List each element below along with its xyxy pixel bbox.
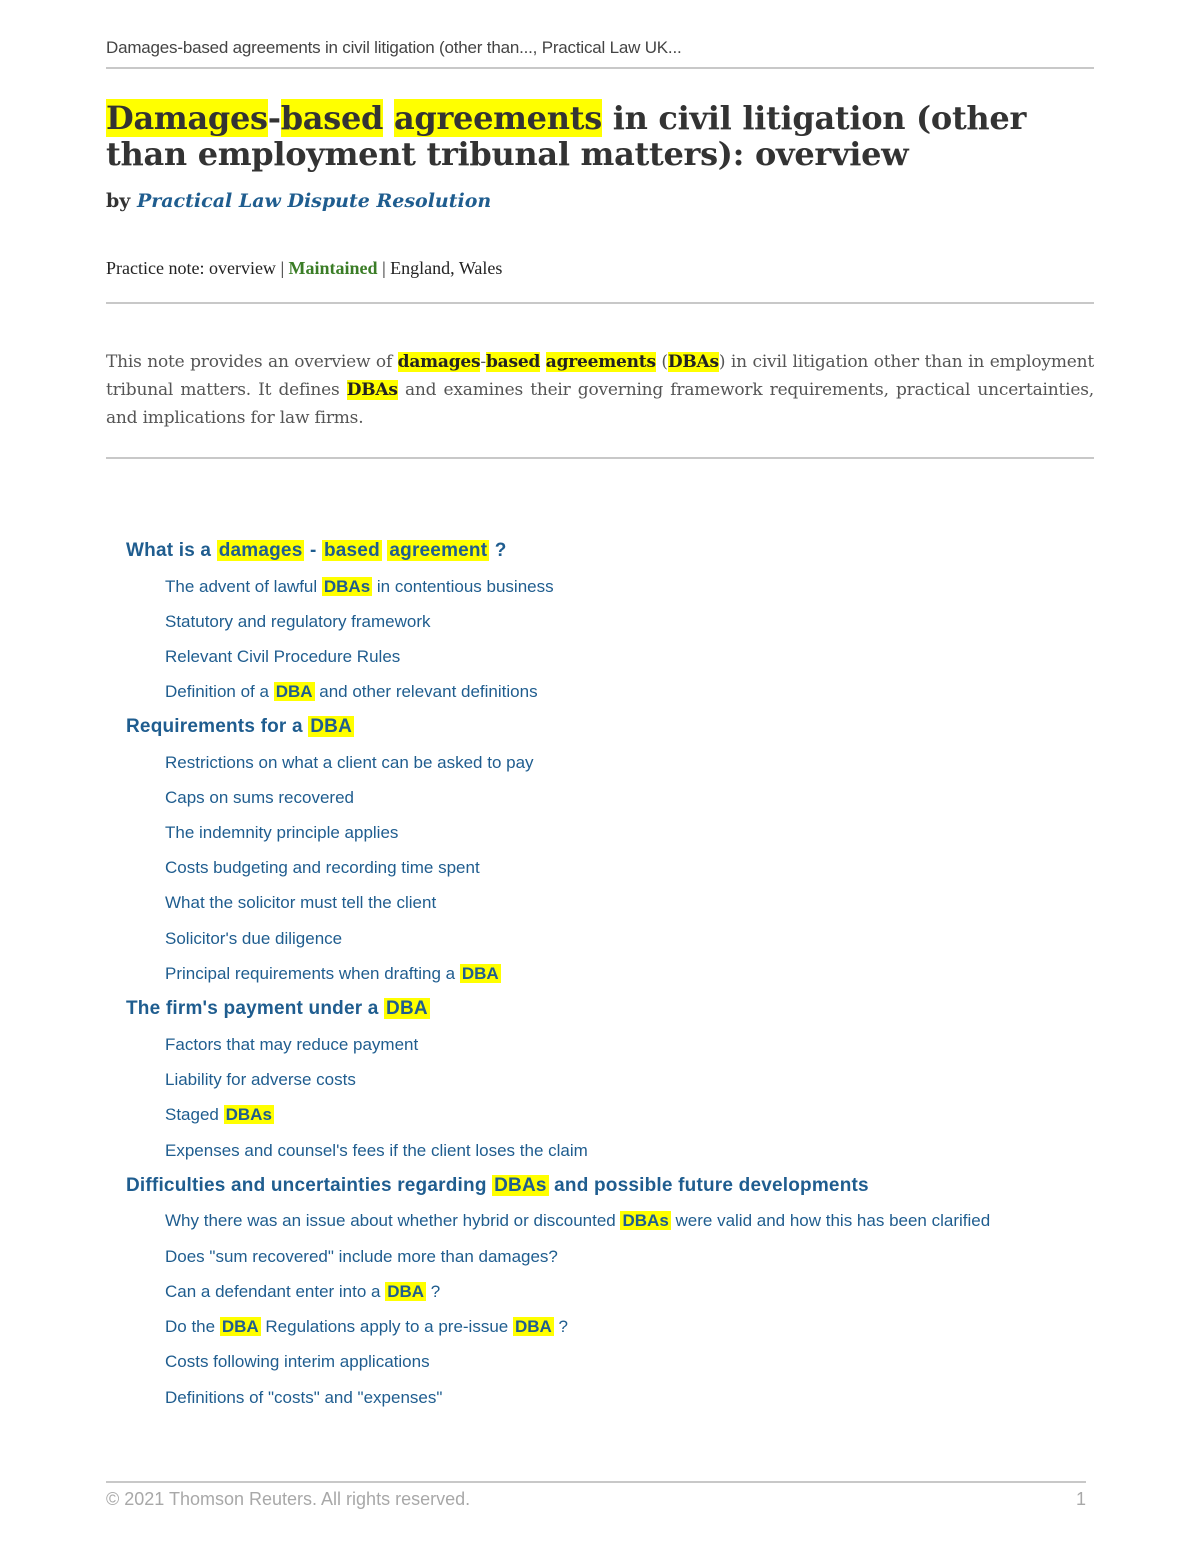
title-highlight-agreements: agreements	[393, 99, 602, 137]
title-highlight-based: based	[280, 99, 384, 137]
toc-link-tell-client[interactable]: What the solicitor must tell the client	[165, 893, 437, 912]
footer-divider	[106, 1481, 1086, 1483]
toc-link-adverse-costs[interactable]: Liability for adverse costs	[165, 1070, 356, 1089]
toc-link-restrictions[interactable]: Restrictions on what a client can be asked to pay	[165, 753, 534, 772]
toc-link-sum-recovered[interactable]: Does "sum recovered" include more than damages?	[165, 1247, 558, 1266]
toc-link-caps[interactable]: Caps on sums recovered	[165, 788, 354, 807]
toc-link-indemnity-principle[interactable]: The indemnity principle applies	[165, 823, 399, 842]
byline: by Practical Law Dispute Resolution	[106, 190, 492, 212]
jurisdiction: England, Wales	[390, 258, 503, 278]
toc-link-hybrid-dbas[interactable]: Why there was an issue about whether hybrid or discounted DBAs were valid and how this has been clarified	[165, 1211, 991, 1230]
toc-heading-firms-payment[interactable]: The firm's payment under a DBA	[126, 998, 428, 1019]
toc-link-advent-of-lawful-dbas[interactable]: The advent of lawful DBAs in contentious business	[165, 577, 554, 596]
toc-link-due-diligence[interactable]: Solicitor's due diligence	[165, 929, 343, 948]
copyright-notice: © 2021 Thomson Reuters. All rights reserved.	[106, 1489, 471, 1509]
title-highlight-damages: Damages	[106, 99, 268, 137]
page-number: 1	[1076, 1489, 1087, 1509]
toc-link-expenses-counsel-fees[interactable]: Expenses and counsel's fees if the client loses the claim	[165, 1141, 588, 1160]
author-link[interactable]: Practical Law Dispute Resolution	[136, 190, 492, 212]
toc-link-definitions-costs-expenses[interactable]: Definitions of "costs" and "expenses"	[165, 1388, 443, 1407]
toc-heading-requirements[interactable]: Requirements for a DBA	[126, 716, 352, 737]
toc-link-civil-procedure-rules[interactable]: Relevant Civil Procedure Rules	[165, 647, 401, 666]
document-summary: This note provides an overview of damages-based agreements (DBAs) in civil litigation other than in employment tribunal matters. It defines DBAs and examines their governing framework requirements, practical uncertainties, and implications for law firms.	[106, 352, 1094, 428]
toc-link-interim-applications[interactable]: Costs following interim applications	[165, 1352, 430, 1371]
running-header: Damages-based agreements in civil litigation (other than..., Practical Law UK...	[106, 38, 682, 57]
toc-link-pre-issue-dba[interactable]: Do the DBA Regulations apply to a pre-issue DBA ?	[165, 1317, 568, 1336]
document-type: Practice note: overview	[106, 258, 276, 278]
meta-divider	[106, 302, 1094, 304]
toc-link-staged-dbas[interactable]: Staged DBAs	[165, 1105, 272, 1124]
summary-divider	[106, 457, 1094, 459]
toc-link-definition-of-dba[interactable]: Definition of a DBA and other relevant definitions	[165, 682, 538, 701]
status-badge: Maintained	[288, 258, 378, 278]
header-divider	[106, 67, 1094, 69]
toc-link-defendant-dba[interactable]: Can a defendant enter into a DBA ?	[165, 1282, 441, 1301]
toc-link-statutory-framework[interactable]: Statutory and regulatory framework	[165, 612, 431, 631]
toc-heading-what-is-dba[interactable]: What is a damages - based agreement ?	[126, 540, 507, 561]
document-title: Damages-based agreements in civil litigation (other than employment tribunal matters): overview	[106, 99, 1027, 173]
toc-link-reduce-payment[interactable]: Factors that may reduce payment	[165, 1035, 419, 1054]
document-meta: Practice note: overview | Maintained | England, Wales	[106, 258, 503, 278]
toc-link-costs-budgeting[interactable]: Costs budgeting and recording time spent	[165, 858, 480, 877]
toc-heading-difficulties[interactable]: Difficulties and uncertainties regarding DBAs and possible future developments	[126, 1175, 869, 1196]
toc-link-drafting-requirements[interactable]: Principal requirements when drafting a DBA	[165, 964, 499, 983]
